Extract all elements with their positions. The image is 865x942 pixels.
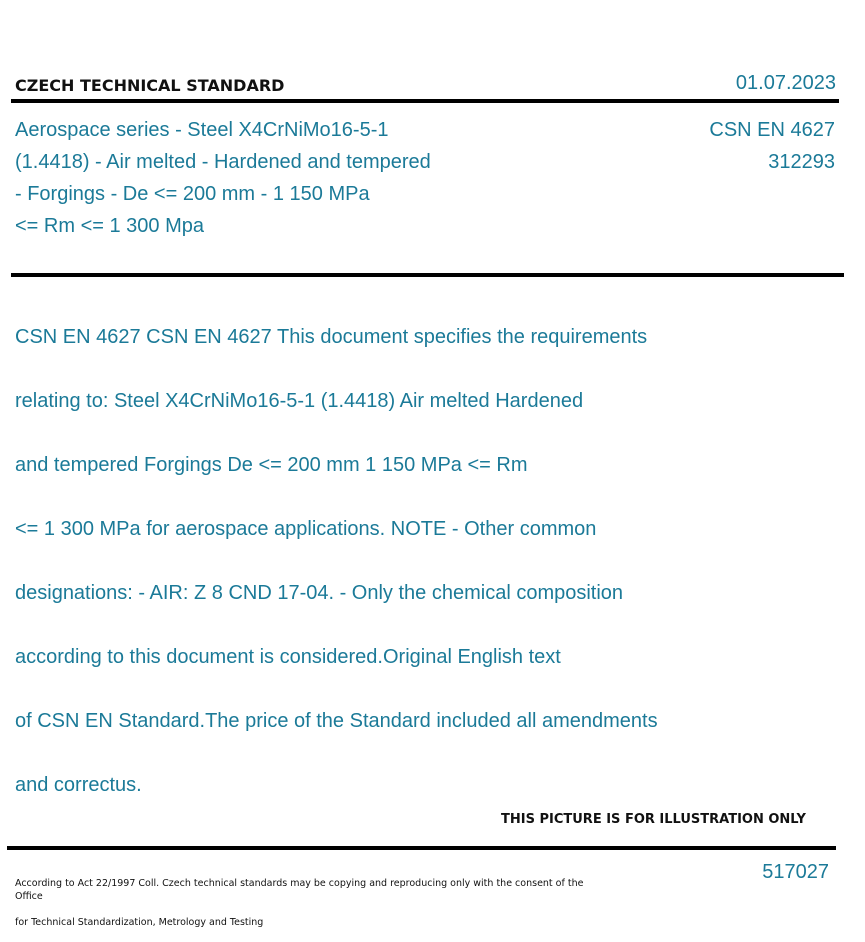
legal-notice-line: for Technical Standardization, Metrology and Testing [15, 917, 264, 928]
catalog-number: 312293 [768, 151, 835, 173]
document-header-title: CZECH TECHNICAL STANDARD [15, 76, 285, 95]
standard-title-line: <= Rm <= 1 300 Mpa [15, 215, 205, 237]
description-line: designations: - AIR: Z 8 CND 17-04. - Only the chemical composition [15, 582, 624, 604]
description-line: CSN EN 4627 CSN EN 4627 This document specifies the requirements [15, 326, 648, 348]
legal-notice-line: According to Act 22/1997 Coll. Czech technical standards may be copying and reproducing only with the consent of the Office [15, 878, 584, 902]
standard-title-line: (1.4418) - Air melted - Hardened and tempered [15, 151, 431, 173]
standard-description [15, 289, 735, 833]
description-line: and tempered Forgings De <= 200 mm 1 150 MPa <= Rm [15, 454, 528, 476]
standard-code: CSN EN 4627 [709, 119, 835, 141]
standard-identifiers [709, 114, 835, 178]
document-date: 01.07.2023 [735, 72, 836, 94]
description-line: of CSN EN Standard.The price of the Standard included all amendments [15, 710, 658, 732]
illustration-disclaimer: THIS PICTURE IS FOR ILLUSTRATION ONLY [501, 812, 806, 827]
description-line: and correctus. [15, 774, 142, 796]
description-line: <= 1 300 MPa for aerospace applications. NOTE - Other common [15, 518, 597, 540]
description-line: according to this document is considered.Original English text [15, 646, 561, 668]
legal-notice [15, 864, 585, 942]
standard-title [15, 114, 495, 242]
header-divider [11, 99, 839, 103]
standard-title-line: - Forgings - De <= 200 mm - 1 150 MPa [15, 183, 370, 205]
document-id: 517027 [762, 861, 829, 883]
standard-title-line: Aerospace series - Steel X4CrNiMo16-5-1 [15, 119, 389, 141]
section-divider [11, 273, 844, 277]
footer-divider [7, 846, 836, 850]
description-line: relating to: Steel X4CrNiMo16-5-1 (1.4418) Air melted Hardened [15, 390, 584, 412]
